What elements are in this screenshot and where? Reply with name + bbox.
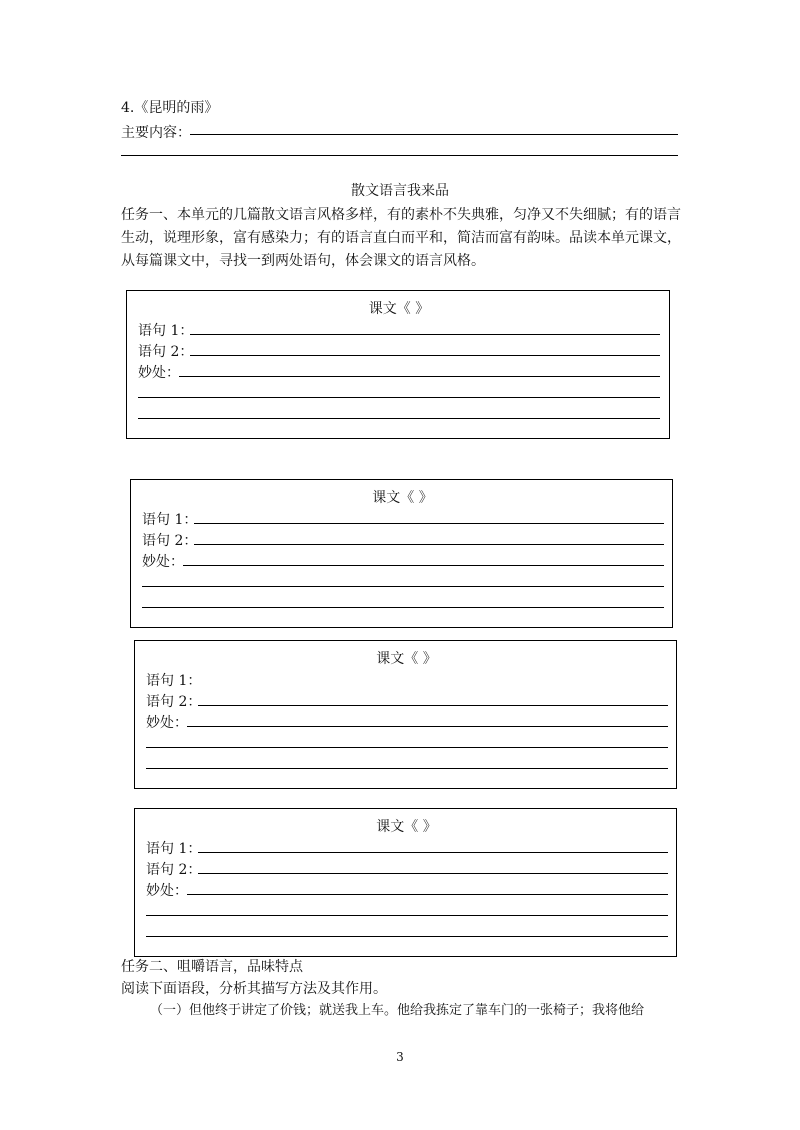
- task2-instruction: 阅读下面语段，分析其描写方法及其作用。: [121, 981, 387, 997]
- answer-line: [198, 873, 668, 874]
- answer-line: [138, 418, 660, 419]
- sentence-1-label: 语句 1：: [142, 512, 198, 528]
- worksheet-box: [134, 640, 677, 789]
- box-title: 课文《 》: [368, 301, 430, 317]
- answer-line: [194, 523, 664, 524]
- task1-line: 任务一、本单元的几篇散文语言风格多样，有的素朴不失典雅，匀净又不失细腻；有的语言: [121, 207, 681, 223]
- answer-line: [190, 334, 660, 335]
- task1-line: 生动，说理形象，富有感染力；有的语言直白而平和，简洁而富有韵味。品读本单元课文，: [121, 230, 681, 246]
- analysis-label: 妙处：: [146, 883, 188, 899]
- answer-line: [142, 607, 664, 608]
- sentence-1-label: 语句 1：: [146, 673, 202, 689]
- answer-line: [183, 565, 664, 566]
- worksheet-box: [130, 479, 673, 628]
- sentence-2-label: 语句 2：: [142, 533, 198, 549]
- sentence-1-label: 语句 1：: [138, 323, 194, 339]
- answer-line: [198, 705, 668, 706]
- task2-title: 任务二、咀嚼语言，品味特点: [121, 959, 303, 975]
- answer-line: [198, 852, 668, 853]
- answer-line: [179, 376, 660, 377]
- analysis-label: 妙处：: [142, 554, 184, 570]
- answer-line: [187, 726, 668, 727]
- page-number: 3: [396, 1050, 404, 1064]
- answer-line: [194, 544, 664, 545]
- sentence-2-label: 语句 2：: [146, 694, 202, 710]
- box-title: 课文《 》: [376, 651, 437, 667]
- worksheet-box: [126, 290, 670, 439]
- excerpt-text: （一）但他终于讲定了价钱；就送我上车。他给我拣定了靠车门的一张椅子；我将他给: [150, 1003, 645, 1018]
- worksheet-box: [134, 808, 677, 957]
- section-title: 4.《昆明的雨》: [121, 100, 219, 116]
- analysis-label: 妙处：: [138, 365, 180, 381]
- answer-line: [146, 936, 668, 937]
- answer-line: [146, 915, 668, 916]
- analysis-label: 妙处：: [146, 715, 188, 731]
- task1-line: 从每篇课文中，寻找一到两处语句，体会课文的语言风格。: [121, 253, 485, 269]
- answer-line: [146, 768, 668, 769]
- main-content-label: 主要内容：: [121, 125, 191, 141]
- answer-line: [190, 355, 660, 356]
- box-title: 课文《 》: [376, 819, 437, 835]
- answer-line: [187, 894, 668, 895]
- sentence-2-label: 语句 2：: [138, 344, 194, 360]
- answer-line: [138, 397, 660, 398]
- answer-line: [146, 747, 668, 748]
- sentence-2-label: 语句 2：: [146, 862, 202, 878]
- box-title: 课文《 》: [372, 490, 433, 506]
- answer-line: [121, 155, 678, 156]
- answer-line: [142, 586, 664, 587]
- answer-line: [190, 134, 678, 135]
- sentence-1-label: 语句 1：: [146, 841, 202, 857]
- section-heading: 散文语言我来品: [351, 183, 449, 199]
